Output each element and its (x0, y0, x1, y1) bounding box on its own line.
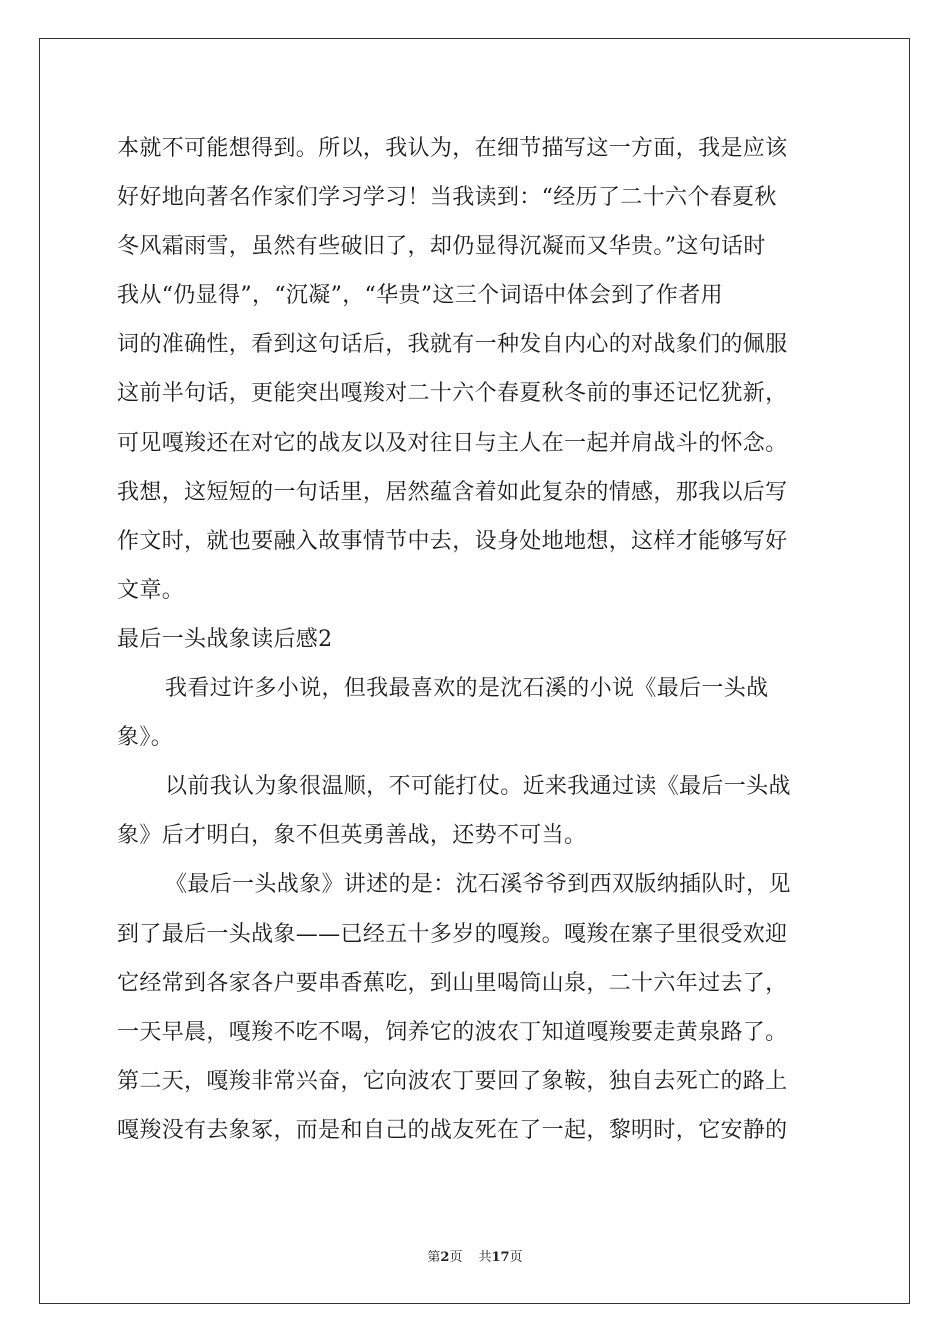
page-suffix: 页 (449, 1250, 463, 1265)
section-title: 最后一头战象读后感2 (117, 626, 333, 652)
text-line: 我想，这短短的一句话里，居然蕴含着如此复杂的情感，那我以后写 (117, 479, 788, 505)
text-line: 象》后才明白，象不但英勇善战，还势不可当。 (117, 823, 587, 849)
text-line: 可见嘎羧还在对它的战友以及对往日与主人在一起并肩战斗的怀念。 (117, 430, 788, 456)
text-line: 一天早晨，嘎羧不吃不喝，饲养它的波农丁知道嘎羧要走黄泉路了。 (117, 1019, 788, 1045)
total-suffix: 页 (509, 1250, 523, 1265)
page-footer (0, 1246, 950, 1265)
page-number: 2 (440, 1250, 450, 1265)
text-line: 象》。 (117, 725, 174, 751)
text-line: 我从“仍显得”，“沉凝”，“华贵”这三个词语中体会到了作者用 (117, 283, 723, 309)
text-line: 作文时，就也要融入故事情节中去，设身处地地想，这样才能够写好 (117, 528, 788, 554)
text-line: 文章。 (117, 577, 185, 603)
page-prefix: 第 (427, 1250, 441, 1265)
document-body (117, 124, 837, 1155)
text-line: 以前我认为象很温顺，不可能打仗。近来我通过读《最后一头战 (165, 774, 791, 800)
text-line: 我看过许多小说，但我最喜欢的是沈石溪的小说《最后一头战 (165, 676, 769, 702)
text-line: 词的准确性，看到这句话后，我就有一种发自内心的对战象们的佩服 (117, 332, 788, 358)
total-pages: 17 (491, 1250, 510, 1265)
text-line: 第二天，嘎羧非常兴奋，它向波农丁要回了象鞍，独自去死亡的路上 (117, 1068, 788, 1094)
text-line: 本就不可能想得到。所以，我认为，在细节描写这一方面，我是应该 (117, 136, 788, 161)
text-line: 嘎羧没有去象冢，而是和自己的战友死在了一起，黎明时，它安静的 (117, 1117, 788, 1143)
text-line: 《最后一头战象》讲述的是：沈石溪爷爷到西双版纳插队时，见 (165, 872, 791, 898)
text-line: 它经常到各家各户要串香蕉吃，到山里喝筒山泉，二十六年过去了， (117, 970, 788, 996)
text-line: 到了最后一头战象——已经五十多岁的嘎羧。嘎羧在寨子里很受欢迎 (117, 921, 788, 947)
text-line: 好好地向著名作家们学习学习！当我读到：“经历了二十六个春夏秋 (117, 185, 777, 211)
text-line: 这前半句话，更能突出嘎羧对二十六个春夏秋冬前的事还记忆犹新， (117, 381, 788, 407)
total-prefix: 共 (478, 1250, 492, 1265)
text-line: 冬风霜雨雪，虽然有些破旧了，却仍显得沉凝而又华贵。”这句话时 (117, 234, 766, 260)
